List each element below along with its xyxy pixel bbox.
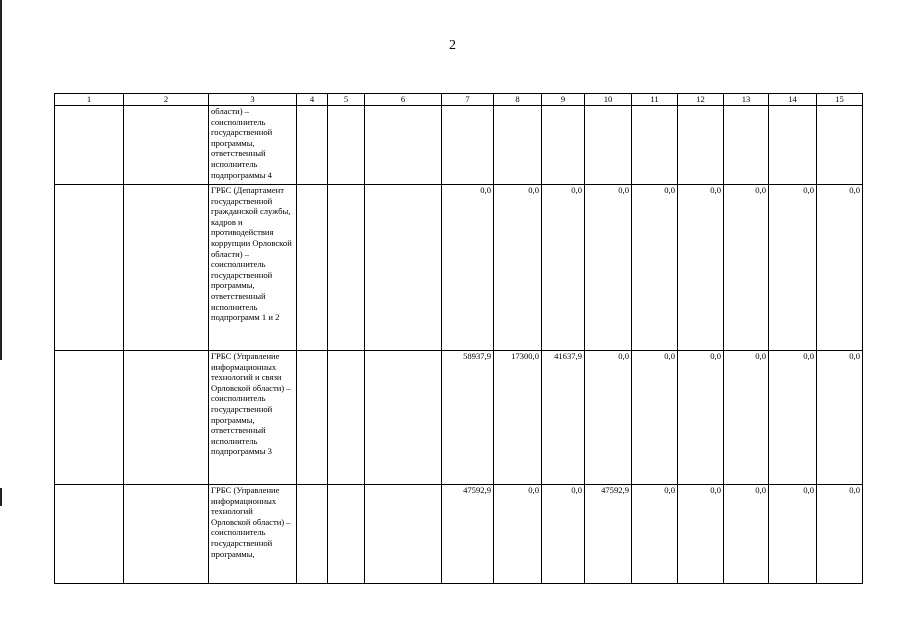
executor-cell: ГРБС (Управление информационных технологий Орловской области) – соисполнитель государственной программы, [209, 485, 297, 584]
table-cell [297, 106, 328, 185]
table-row [55, 185, 863, 351]
executor-cell: ГРБС (Департамент государственной гражданской службы, кадров и противодействия коррупции Орловской области) – соисполнитель государственной программы, ответственный исполнитель подпрограмм 1 и 2 [209, 185, 297, 351]
executor-cell: области) – соисполнитель государственной программы, ответственный исполнитель подпрограммы 4 [209, 106, 297, 185]
value-cell: 0,0 [817, 485, 863, 584]
table-cell [55, 106, 124, 185]
value-cell: 0,0 [769, 485, 817, 584]
value-cell: 0,0 [678, 485, 724, 584]
value-cell: 0,0 [724, 485, 769, 584]
table-cell [297, 185, 328, 351]
value-cell: 41637,9 [542, 351, 585, 485]
col-header: 3 [209, 94, 297, 106]
table-row [55, 485, 863, 584]
table-cell [297, 485, 328, 584]
table-cell [365, 485, 442, 584]
value-cell: 0,0 [817, 351, 863, 485]
header-row [55, 94, 863, 106]
value-cell: 0,0 [442, 185, 494, 351]
table-cell [124, 485, 209, 584]
value-cell: 0,0 [585, 185, 632, 351]
value-cell: 0,0 [769, 351, 817, 485]
col-header: 9 [542, 94, 585, 106]
value-cell [678, 106, 724, 185]
value-cell: 0,0 [724, 185, 769, 351]
value-cell: 0,0 [494, 185, 542, 351]
col-header: 12 [678, 94, 724, 106]
value-cell: 0,0 [494, 485, 542, 584]
value-cell: 0,0 [542, 485, 585, 584]
table-cell [328, 106, 365, 185]
value-cell [817, 106, 863, 185]
table-cell [124, 185, 209, 351]
table-row [55, 106, 863, 185]
value-cell: 0,0 [585, 351, 632, 485]
executor-cell: ГРБС (Управление информационных технологий и связи Орловской области) – соисполнитель государственной программы, ответственный исполнитель подпрограммы 3 [209, 351, 297, 485]
col-header: 13 [724, 94, 769, 106]
table-cell [365, 351, 442, 485]
col-header: 8 [494, 94, 542, 106]
value-cell [632, 106, 678, 185]
value-cell: 0,0 [542, 185, 585, 351]
value-cell: 0,0 [817, 185, 863, 351]
table-cell [55, 351, 124, 485]
table-cell [328, 351, 365, 485]
value-cell [724, 106, 769, 185]
col-header: 6 [365, 94, 442, 106]
col-header: 14 [769, 94, 817, 106]
page-left-edge [0, 0, 2, 360]
value-cell [442, 106, 494, 185]
col-header: 10 [585, 94, 632, 106]
table-cell [55, 485, 124, 584]
table-cell [124, 106, 209, 185]
table-cell [328, 185, 365, 351]
value-cell: 0,0 [632, 185, 678, 351]
table-cell [365, 106, 442, 185]
budget-table [54, 93, 863, 584]
col-header: 4 [297, 94, 328, 106]
table-cell [365, 185, 442, 351]
value-cell: 58937,9 [442, 351, 494, 485]
value-cell: 0,0 [678, 351, 724, 485]
col-header: 15 [817, 94, 863, 106]
table-row [55, 351, 863, 485]
value-cell: 47592,9 [442, 485, 494, 584]
value-cell: 47592,9 [585, 485, 632, 584]
value-cell [494, 106, 542, 185]
page-left-edge-mark [0, 488, 2, 506]
table-cell [55, 185, 124, 351]
value-cell: 0,0 [632, 351, 678, 485]
value-cell: 17300,0 [494, 351, 542, 485]
value-cell: 0,0 [724, 351, 769, 485]
col-header: 1 [55, 94, 124, 106]
value-cell: 0,0 [769, 185, 817, 351]
value-cell [769, 106, 817, 185]
col-header: 11 [632, 94, 678, 106]
value-cell: 0,0 [632, 485, 678, 584]
value-cell [542, 106, 585, 185]
value-cell: 0,0 [678, 185, 724, 351]
col-header: 7 [442, 94, 494, 106]
table-cell [297, 351, 328, 485]
col-header: 5 [328, 94, 365, 106]
col-header: 2 [124, 94, 209, 106]
table-cell [328, 485, 365, 584]
page-number: 2 [449, 38, 456, 53]
table-cell [124, 351, 209, 485]
value-cell [585, 106, 632, 185]
